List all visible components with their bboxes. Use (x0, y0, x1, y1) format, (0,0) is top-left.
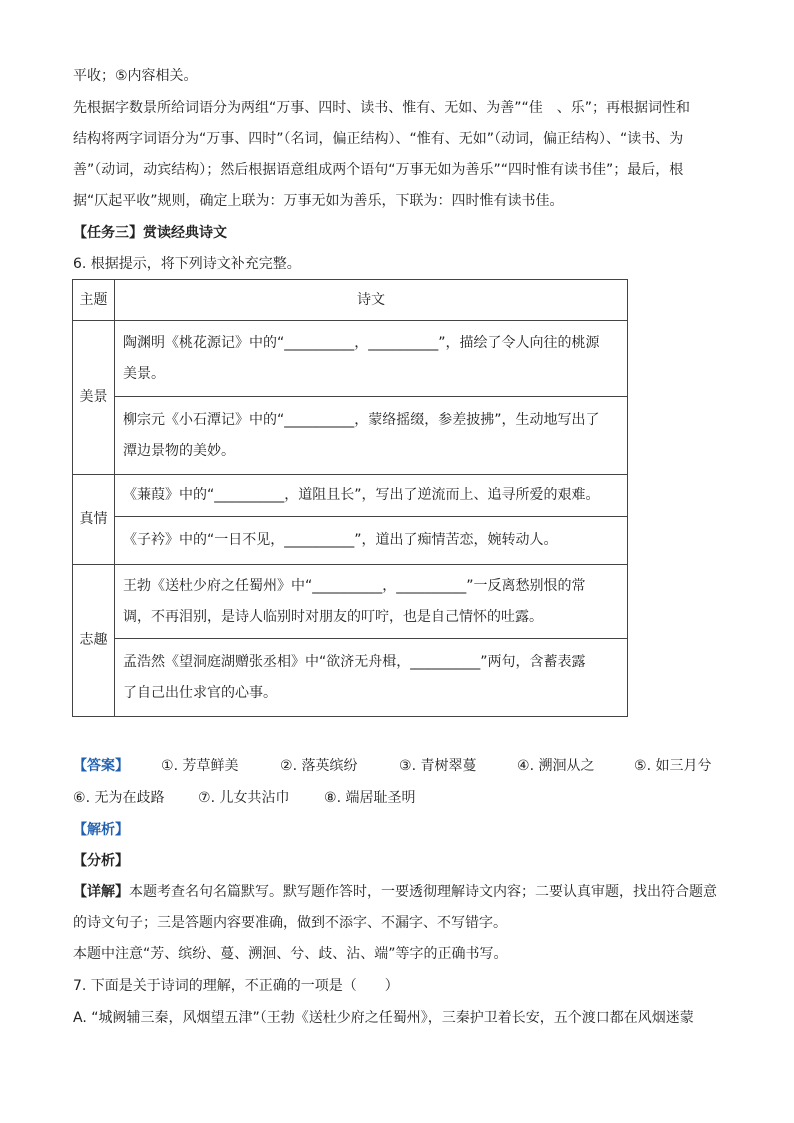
poem-line: 陶渊明《桃花源记》中的“__________，__________”，描绘了令人向往的桃源 (123, 334, 600, 351)
theme-cell: 志趣 (73, 565, 115, 717)
answer-label: 【答案】 (73, 758, 129, 774)
detail-line-3: 本题中注意“芳、缤纷、蔓、溯洄、兮、歧、沾、端”等字的正确书写。 (73, 946, 508, 962)
answer-item: ④. 溯洄从之 (517, 758, 595, 774)
text-line-3: 结构将两字词语分为“万事、四时”（名词，偏正结构）、“惟有、无如”（动词，偏正结构）、“读书、为 (73, 131, 684, 147)
poem-cell (115, 565, 628, 639)
header-theme: 主题 (73, 280, 115, 321)
task-heading: 【任务三】赏读经典诗文 (73, 225, 227, 241)
poem-cell (115, 475, 628, 517)
question-6-prompt: 6. 根据提示，将下列诗文补充完整。 (73, 256, 301, 272)
table-row (73, 565, 628, 639)
detail-line-2: 的诗文句子；三是答题内容要准确，做到不添字、不漏字、不写错字。 (73, 915, 507, 931)
text-line-1: 平收；⑤内容相关。 (73, 68, 198, 84)
answer-item: ③. 青树翠蔓 (399, 758, 477, 774)
table-header-row (73, 280, 628, 321)
answer-item: ①. 芳草鲜美 (161, 758, 239, 774)
answer-item: ⑥. 无为在歧路 (73, 790, 165, 806)
poem-line: 孟浩然《望洞庭湖赠张丞相》中“欲济无舟楫，__________”两句，含蓄表露 (123, 653, 586, 670)
answer-item: ②. 落英缤纷 (280, 758, 358, 774)
answer-item: ⑧. 端居耻圣明 (324, 790, 416, 806)
poem-table (72, 279, 628, 717)
text-line-4: 善”（动词，动宾结构）；然后根据语意组成两个语句“万事无如为善乐”“四时惟有读书佳”；最后，根 (73, 162, 684, 178)
poem-cell (115, 517, 628, 565)
poem-cell (115, 639, 628, 717)
poem-line: 潭边景物的美妙。 (123, 442, 235, 459)
poem-line: 王勃《送杜少府之任蜀州》中“__________，__________”一反离愁别恨的常 (123, 577, 586, 594)
table-row (73, 321, 628, 397)
poem-line: 《蒹葭》中的“__________，道阻且长”，写出了逆流而上、追寻所爱的艰难。 (123, 487, 600, 503)
answer-item: ⑤. 如三月兮 (634, 758, 712, 774)
poem-cell (115, 321, 628, 397)
detail-line-1: 【详解】本题考查名句名篇默写。默写题作答时，一要透彻理解诗文内容；二要认真审题，找出符合题意 (73, 884, 717, 900)
poem-line: 美景。 (123, 365, 165, 382)
text-line-5: 据“仄起平收”规则，确定上联为：万事无如为善乐，下联为：四时惟有读书佳。 (73, 193, 564, 209)
question-7-prompt: 7. 下面是关于诗词的理解，不正确的一项是（ ） (73, 978, 399, 994)
poem-cell (115, 397, 628, 475)
poem-line: 《子衿》中的“一日不见，__________”，道出了痴情苦恋，婉转动人。 (123, 532, 558, 548)
theme-cell: 美景 (73, 321, 115, 475)
fenxi-label: 【分析】 (73, 853, 129, 869)
table-row (73, 639, 628, 717)
table-row (73, 475, 628, 517)
poem-line: 柳宗元《小石潭记》中的“__________，蒙络摇缀，参差披拂”，生动地写出了 (123, 411, 600, 428)
poem-line: 了自己出仕求官的心事。 (123, 684, 277, 701)
answer-item: ⑦. 儿女共沾巾 (198, 790, 290, 806)
question-7-option-a: A. “城阙辅三秦，风烟望五津”（王勃《送杜少府之任蜀州》，三秦护卫着长安，五个渡口都在风烟迷蒙 (73, 1010, 694, 1026)
theme-cell: 真情 (73, 475, 115, 565)
table-row (73, 397, 628, 475)
detail-label: 【详解】 (73, 884, 129, 900)
header-text: 诗文 (115, 280, 628, 321)
table-row (73, 517, 628, 565)
text-line-2: 先根据字数景所给词语分为两组“万事、四时、读书、惟有、无如、为善”“佳 、乐”；再根据词性和 (73, 100, 691, 116)
jiexi-label: 【解析】 (73, 822, 129, 838)
poem-line: 调，不再泪别，是诗人临别时对朋友的叮咛，也是自己情怀的吐露。 (123, 608, 543, 625)
